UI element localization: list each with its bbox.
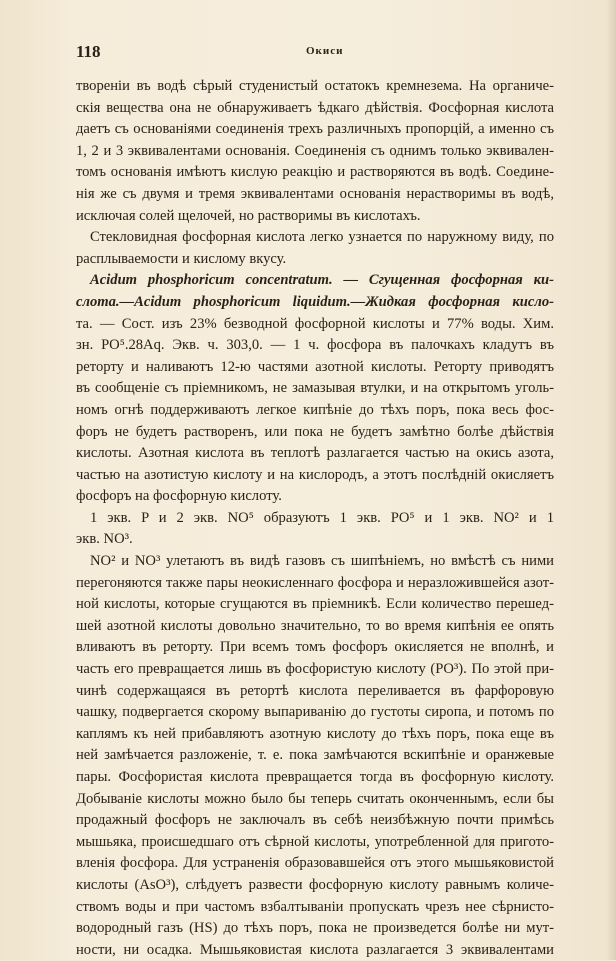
text-line: ней замѣчается разложеніе, т. е. пока замѣчаются вскипѣніе и оранжевые [76,747,554,764]
page-number: 118 [76,42,101,61]
text-line: ной кислоты, которые сгущаются въ пріемникѣ. Если количество перешед- [76,596,554,613]
text-line: перегоняются также пары неокисленнаго фосфора и неразложившейся азот- [76,574,554,591]
text-line: нія же съ двумя и тремя эквивалентами основанія нерастворимы въ водѣ, [76,185,554,202]
text-line: Acidum phosphoricum concentratum. — Сгущенная фосфорная ки- [90,272,554,289]
text-line: кислоты (AsO³), слѣдуетъ развести фосфорную кислоту равнымъ количе- [76,876,554,893]
text-line: слота.—Acidum phosphoricum liquidum.—Жидкая фосфорная кисло- [76,293,554,310]
text-line: та. — Сост. изъ 23% безводной фосфорной кислоты и 77% воды. Хим. [76,315,554,332]
text-line: ствомъ воды и при частомъ взбалтываніи пропускать чрезъ нее сѣрнисто- [76,898,554,915]
text-line: 1, 2 и 3 эквивалентами основанія. Соединенія съ однимъ только эквивален- [76,142,554,159]
text-line: исключая солей щелочей, но растворимы въ кислотахъ. [76,207,421,224]
text-line: форъ не будетъ растворенъ, или пока не будетъ замѣтно болѣе дѣйствія [76,423,554,440]
text-line: часть его превращается лишь въ фосфористую кислоту (PO³). По этой при- [76,661,554,678]
text-line: вленія фосфора. Для устраненія образовавшейся отъ этого мышьяковистой [76,855,554,872]
text-line: вливаютъ въ реторту. При всемъ томъ фосфоръ окисляется не вполнѣ, и [76,639,554,656]
text-line: кислоты. Азотная кислота въ теплотѣ разлагается частью на окись азота, [76,445,554,462]
text-line: продажный фосфоръ не заключалъ въ себѣ неизбѣжную почти примѣсь [76,812,554,829]
text-line: NO² и NO³ улетаютъ въ видѣ газовъ съ шипѣніемъ, но вмѣстѣ съ ними [90,553,554,570]
text-line: водородный газъ (HS) до тѣхъ поръ, пока не произведется болѣе ни мут- [76,920,554,937]
text-line: экв. NO³. [76,531,133,548]
running-head: Окиси [306,45,344,57]
text-line: Стекловидная фосфорная кислота легко узнается по наружному виду, по [90,229,554,246]
text-line: ности, ни осадка. Мышьяковистая кислота разлагается 3 эквивалентами [76,941,554,958]
text-line: номъ огнѣ поддерживаютъ легкое кипѣніе до тѣхъ поръ, пока весь фос- [76,401,554,418]
text-line: фосфоръ на фосфорную кислоту. [76,488,282,505]
page-edge-shadow [606,0,616,960]
text-line: шей азотной кислоты довольно значительно, то во время кипѣнія ее опять [76,617,554,634]
text-line: чашку, подвергается скорому выпариванію до густоты сиропа, и потомъ по [76,704,554,721]
text-line: твореніи въ водѣ сѣрый студенистый остатокъ кремнезема. На органиче- [76,78,554,94]
text-line: скія вещества она не обнаруживаетъ ѣдкаго дѣйствія. Фосфорная кислота [76,99,554,116]
text-line: реторту и наливаютъ 12-ю частями азотной кислоты. Реторту приводятъ [76,358,554,375]
text-line: даетъ съ основаніями соединенія трехъ различныхъ пропорцій, а именно съ [76,121,554,138]
text-line: чинѣ содержащаяся въ ретортѣ кислота переливается въ фарфоровую [76,682,554,699]
text-line: мышьяка, происшедшаго отъ сѣрной кислоты, употребленной для пригото- [76,833,554,850]
text-line: томъ основанія имѣютъ кислую реакцію и растворяются въ водѣ. Соедине- [76,164,554,181]
text-line: зн. PO⁵.28Aq. Экв. ч. 303,0. — 1 ч. фосфора въ палочкахъ кладутъ въ [76,337,554,354]
text-line: пары. Фосфористая кислота превращается тогда въ фосфорную кислоту. [76,769,554,785]
text-line: Добываніе кислоты можно было бы теперь считать оконченнымъ, если бы [76,790,554,807]
text-line: 1 экв. P и 2 экв. NO⁵ образуютъ 1 экв. PO⁵ и 1 экв. NO² и 1 [90,509,554,526]
page-header [76,42,556,66]
body-text [76,76,554,961]
text-line: каплямъ къ ней прибавляютъ азотную кислоту до тѣхъ поръ, пока еще въ [76,725,554,742]
text-line: частью на азотистую кислоту и на кислородъ, а этотъ послѣдній окисляетъ [76,466,554,483]
text-line: въ сообщеніе съ пріемникомъ, не замазывая втулки, и на открытомъ уголь- [76,380,554,397]
text-line: расплываемости и кислому вкусу. [76,250,287,267]
